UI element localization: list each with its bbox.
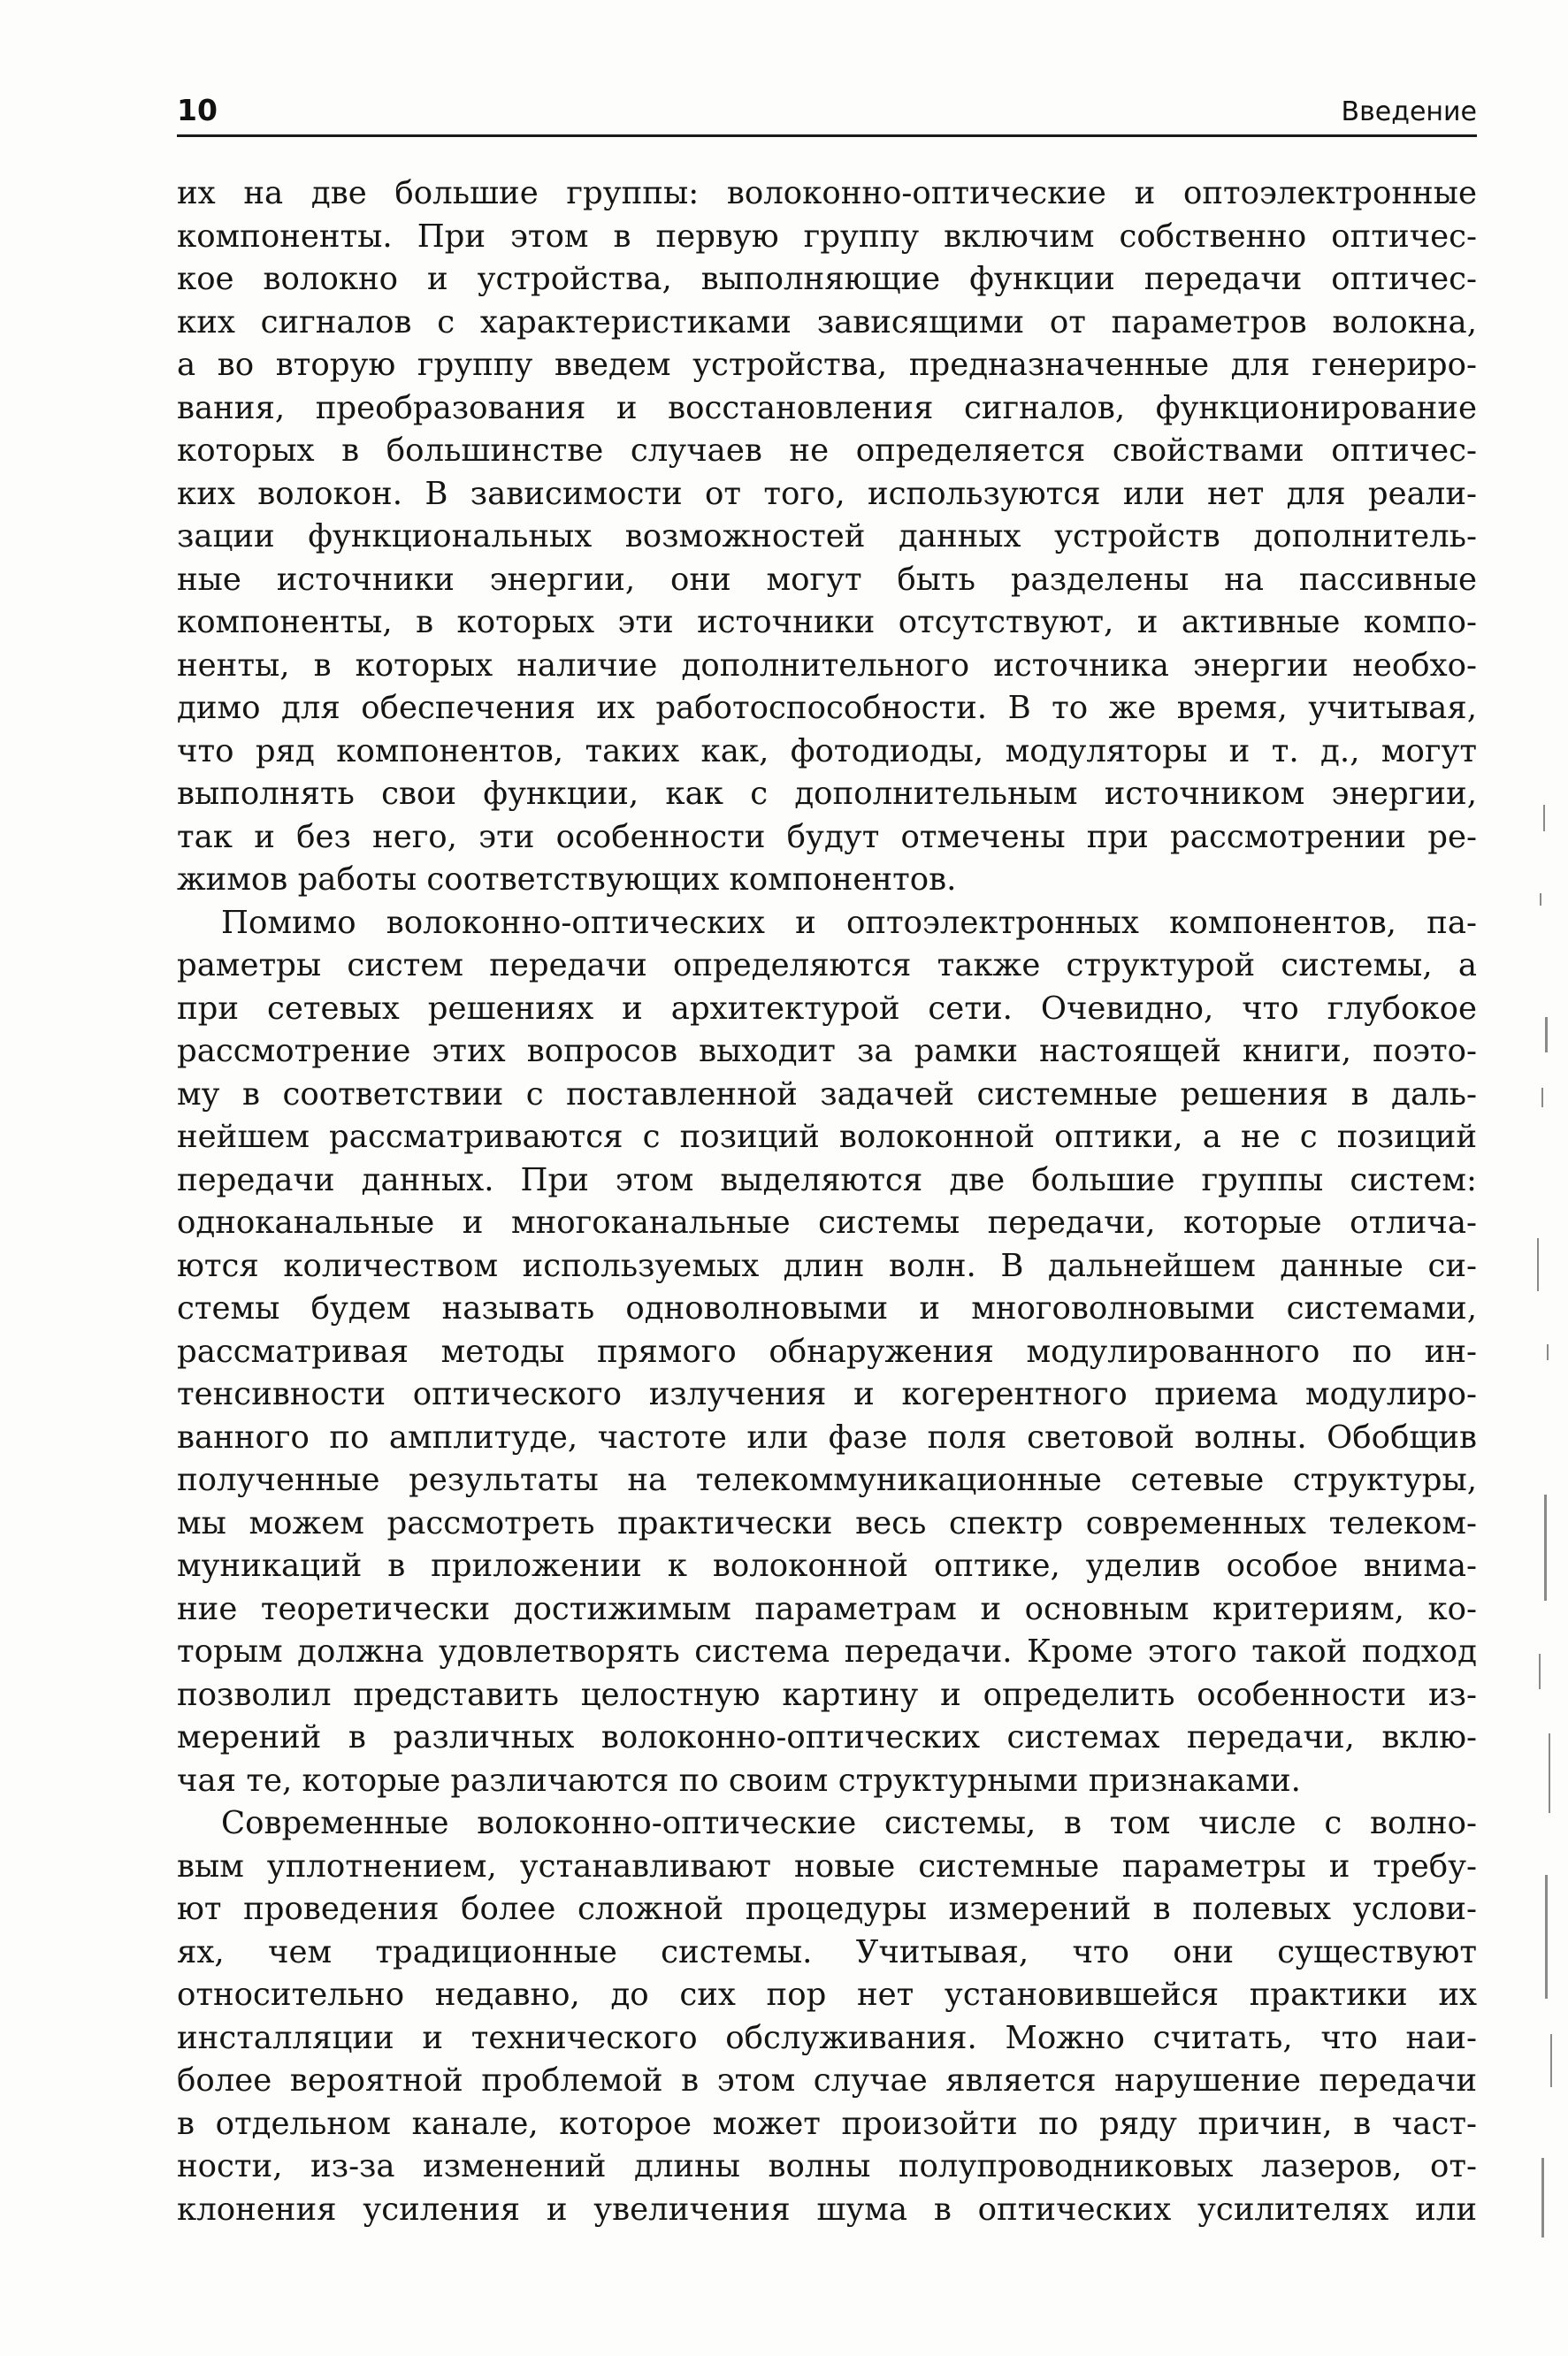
text-line: стемы будем называть одноволновыми и многоволновыми системами, — [177, 1290, 1477, 1327]
paragraph-3 — [177, 1802, 1477, 2231]
text-line: которых в большинстве случаев не определяется свойствами оптичес- — [177, 432, 1477, 469]
text-line: что ряд компонентов, таких как, фотодиоды, модуляторы и т. д., могут — [177, 732, 1477, 769]
text-line: раметры систем передачи определяются также структурой системы, а — [177, 947, 1477, 983]
text-line: а во вторую группу введем устройства, предназначенные для генериро- — [177, 347, 1477, 383]
text-line: зации функциональных возможностей данных устройств дополнитель- — [177, 518, 1477, 555]
text-line: тенсивности оптического излучения и когерентного приема модулиро- — [177, 1376, 1477, 1412]
text-line: ких сигналов с характеристиками зависящими от параметров волокна, — [177, 303, 1477, 340]
page-number: 10 — [177, 93, 218, 127]
text-line: позволил представить целостную картину и определить особенности из- — [177, 1676, 1477, 1713]
text-line: ях, чем традиционные системы. Учитывая, что они существуют — [177, 1933, 1477, 1970]
text-line: ются количеством используемых длин волн. В дальнейшем данные си- — [177, 1247, 1477, 1284]
text-line: вым уплотнением, устанавливают новые системные параметры и требу- — [177, 1847, 1477, 1885]
text-line: ких волокон. В зависимости от того, используются или нет для реали- — [177, 475, 1477, 512]
text-line: ности, из-за изменений длины волны полупроводниковых лазеров, от- — [177, 2148, 1477, 2184]
text-line: более вероятной проблемой в этом случае является нарушение передачи — [177, 2062, 1477, 2099]
text-line: полученные результаты на телекоммуникационные сетевые структуры, — [177, 1462, 1477, 1498]
text-line: ют проведения более сложной процедуры измерений в полевых услови- — [177, 1891, 1477, 1927]
text-line: инсталляции и технического обслуживания. Можно считать, что наи- — [177, 2019, 1477, 2056]
text-line: одноканальные и многоканальные системы передачи, которые отлича- — [177, 1205, 1477, 1241]
text-line: мерений в различных волоконно-оптических системах передачи, вклю- — [177, 1719, 1477, 1756]
text-line: ные источники энергии, они могут быть разделены на пассивные — [177, 561, 1477, 598]
text-line: так и без него, эти особенности будут отмечены при рассмотрении ре- — [177, 818, 1477, 855]
text-line: рассматривая методы прямого обнаружения модулированного по ин- — [177, 1333, 1477, 1370]
text-line: нейшем рассматриваются с позиций волоконной оптики, а не с позиций — [177, 1119, 1477, 1155]
text-line: кое волокно и устройства, выполняющие функции передачи оптичес- — [177, 261, 1477, 297]
text-line: чая те, которые различаются по своим структурными признаками. — [177, 1762, 1301, 1799]
text-line: компоненты. При этом в первую группу включим собственно оптичес- — [177, 218, 1477, 255]
body-text — [177, 172, 1477, 2231]
text-line: мы можем рассмотреть практически весь спектр современных телеком- — [177, 1504, 1477, 1541]
scan-margin-artifacts — [1488, 0, 1568, 2356]
text-line: относительно недавно, до сих пор нет установившейся практики их — [177, 1977, 1477, 2013]
text-line: ванного по амплитуде, частоте или фазе поля световой волны. Обобщив — [177, 1419, 1477, 1456]
text-line: при сетевых решениях и архитектурой сети. Очевидно, что глубокое — [177, 990, 1477, 1027]
text-line: в отдельном канале, которое может произойти по ряду причин, в част- — [177, 2105, 1477, 2142]
text-line: жимов работы соответствующих компонентов. — [177, 861, 957, 898]
text-line: Помимо волоконно-оптических и оптоэлектронных компонентов, па- — [221, 904, 1477, 941]
running-title: Введение — [1341, 96, 1477, 127]
text-line: вания, преобразования и восстановления сигналов, функционирование — [177, 389, 1477, 426]
text-line: компоненты, в которых эти источники отсутствуют, и активные компо- — [177, 604, 1477, 640]
text-line: Современные волоконно-оптические системы, в том числе с волно- — [221, 1805, 1477, 1841]
text-line: ние теоретически достижимым параметрам и основным критериям, ко- — [177, 1590, 1477, 1627]
text-line: димо для обеспечения их работоспособности. В то же время, учитывая, — [177, 690, 1477, 726]
text-line: выполнять свои функции, как с дополнительным источником энергии, — [177, 776, 1477, 812]
paragraph-2 — [177, 902, 1477, 1803]
page-header — [177, 88, 1477, 137]
text-line: ненты, в которых наличие дополнительного источника энергии необхо- — [177, 646, 1477, 684]
text-line: муникаций в приложении к волоконной оптике, уделив особое внима- — [177, 1548, 1477, 1584]
text-line: передачи данных. При этом выделяются две большие группы систем: — [177, 1161, 1477, 1198]
text-line: рассмотрение этих вопросов выходит за рамки настоящей книги, поэто- — [177, 1033, 1477, 1069]
text-line: клонения усиления и увеличения шума в оптических усилителях или — [177, 2191, 1477, 2228]
text-line: их на две большие группы: волоконно-оптические и оптоэлектронные — [177, 175, 1477, 211]
text-line: торым должна удовлетворять система передачи. Кроме этого такой подход — [177, 1633, 1477, 1670]
paragraph-1 — [177, 172, 1477, 902]
text-line: му в соответствии с поставленной задачей системные решения в даль- — [177, 1075, 1477, 1113]
